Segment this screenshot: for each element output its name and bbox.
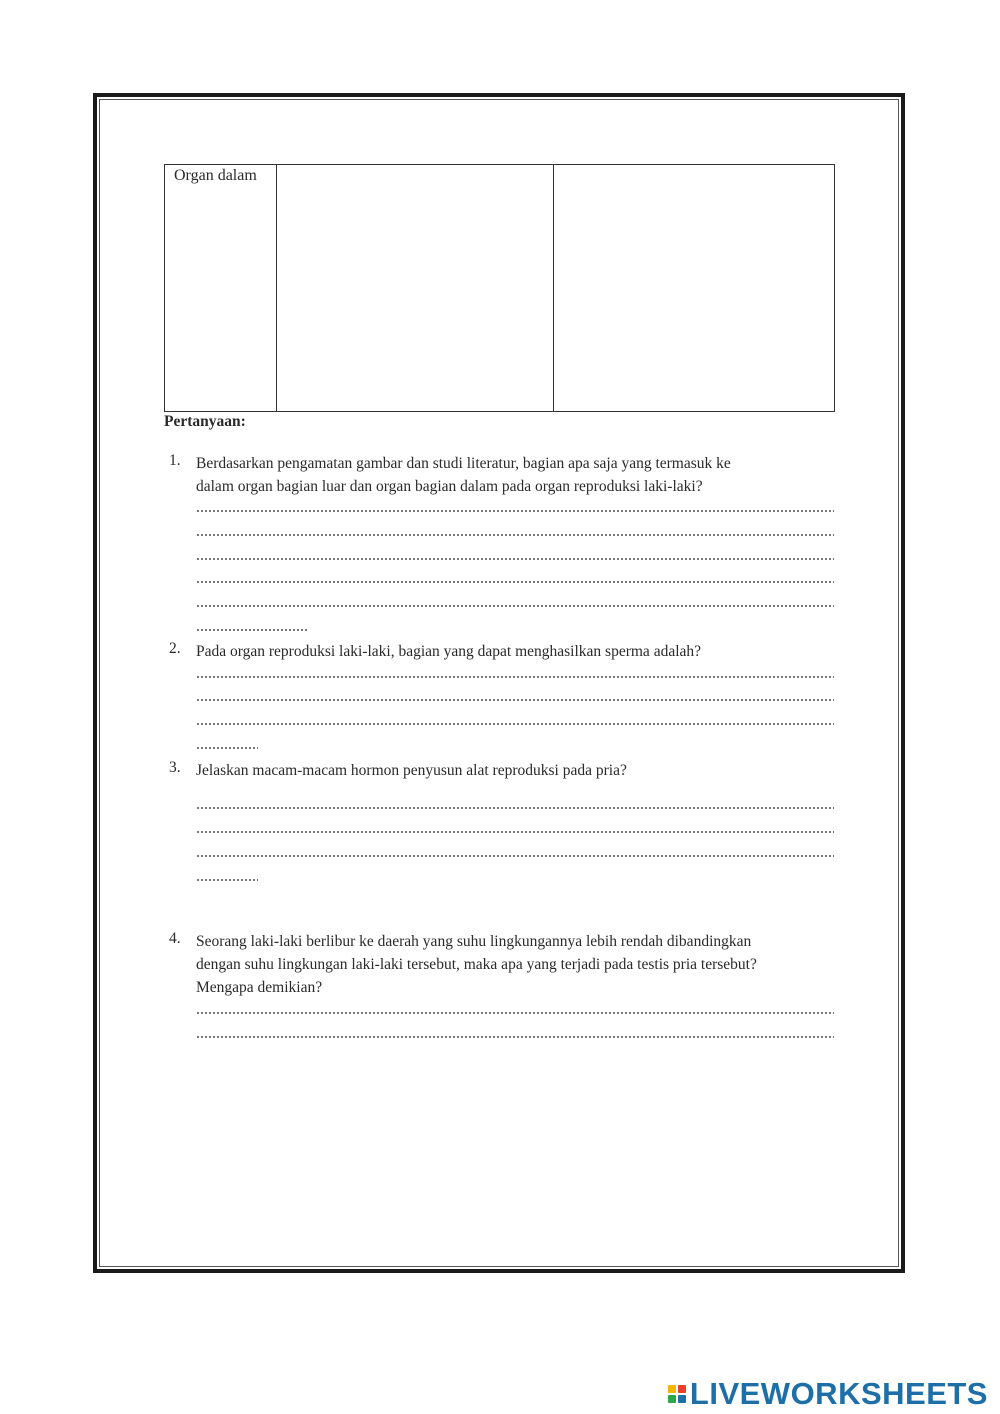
answer-line[interactable] xyxy=(196,878,258,882)
question-text-line: dengan suhu lingkungan laki-laki tersebut, maka apa yang terjadi pada testis pria tersebut? xyxy=(196,956,757,973)
answer-cell-1[interactable] xyxy=(277,165,553,411)
question-number: 4. xyxy=(169,930,181,947)
question-2-text xyxy=(196,640,836,663)
logo-mark-tile xyxy=(668,1385,676,1393)
question-text-line: Seorang laki-laki berlibur ke daerah yang suhu lingkungannya lebih rendah dibandingkan xyxy=(196,933,752,950)
question-text-line: dalam organ bagian luar dan organ bagian dalam pada organ reproduksi laki-laki? xyxy=(196,478,703,495)
answer-line[interactable] xyxy=(196,1011,834,1015)
answer-line[interactable] xyxy=(196,557,834,561)
logo-text: LIVEWORKSHEETS xyxy=(689,1376,988,1411)
organ-table xyxy=(164,164,835,412)
answer-line[interactable] xyxy=(196,509,834,513)
answer-line[interactable] xyxy=(196,698,834,702)
answer-line[interactable] xyxy=(196,806,834,810)
question-1-text xyxy=(196,452,836,498)
question-number: 1. xyxy=(169,452,181,469)
question-number: 2. xyxy=(169,640,181,657)
logo-mark-tile xyxy=(678,1385,686,1393)
question-text-line: Jelaskan macam-macam hormon penyusun alat reproduksi pada pria? xyxy=(196,762,627,779)
question-text-line: Mengapa demikian? xyxy=(196,979,323,996)
questions-heading: Pertanyaan: xyxy=(164,413,246,430)
question-number: 3. xyxy=(169,759,181,776)
logo-mark-tile xyxy=(678,1395,686,1403)
answer-line[interactable] xyxy=(196,722,834,726)
answer-line[interactable] xyxy=(196,1035,834,1039)
question-3-text xyxy=(196,759,836,782)
answer-cell-2[interactable] xyxy=(554,165,834,411)
question-text-line: Pada organ reproduksi laki-laki, bagian yang dapat menghasilkan sperma adalah? xyxy=(196,643,702,660)
answer-line[interactable] xyxy=(196,533,834,537)
liveworksheets-logo xyxy=(668,1376,988,1412)
question-text-line: Berdasarkan pengamatan gambar dan studi literatur, bagian apa saja yang termasuk ke xyxy=(196,455,731,472)
answer-line[interactable] xyxy=(196,854,834,858)
answer-line[interactable] xyxy=(196,746,258,750)
answer-line[interactable] xyxy=(196,675,834,679)
answer-line[interactable] xyxy=(196,604,834,608)
table-row-label: Organ dalam xyxy=(174,167,257,184)
answer-line[interactable] xyxy=(196,830,834,834)
logo-mark-tile xyxy=(668,1395,676,1403)
answer-line[interactable] xyxy=(196,580,834,584)
logo-mark-icon xyxy=(668,1385,686,1403)
answer-line[interactable] xyxy=(196,628,308,632)
question-4-text xyxy=(196,930,836,999)
